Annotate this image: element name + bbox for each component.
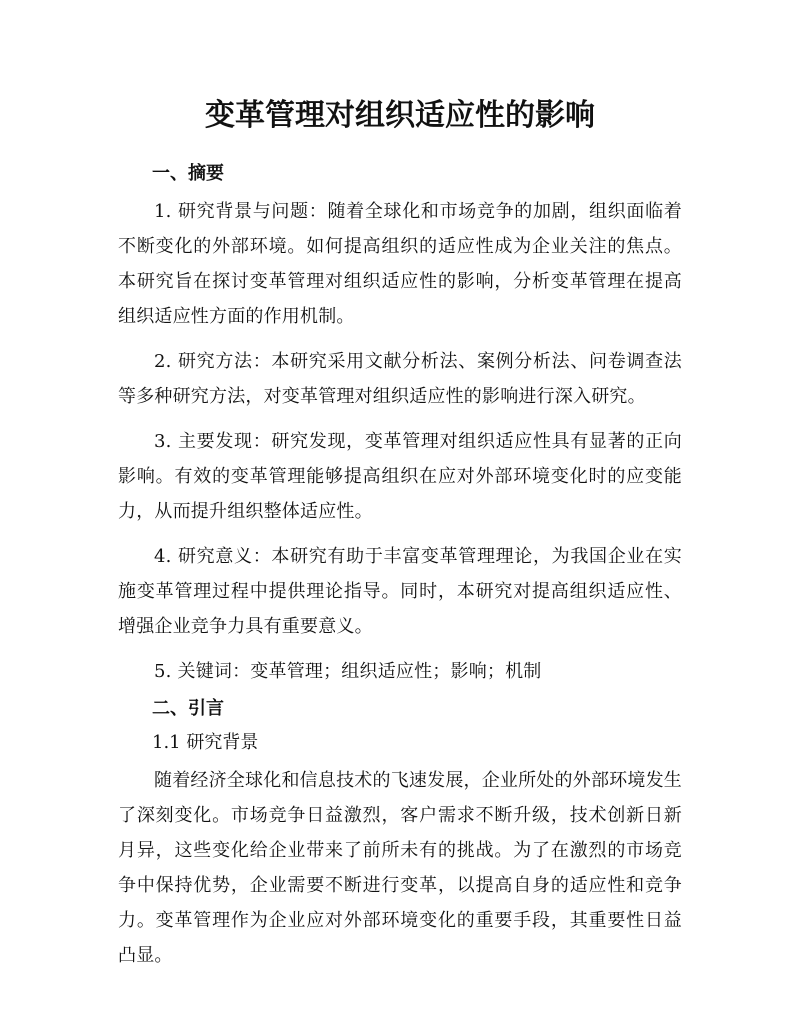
- abstract-paragraph-background: 1. 研究背景与问题：随着全球化和市场竞争的加剧，组织面临着不断变化的外部环境。如何提高组织的适应性成为企业关注的焦点。本研究旨在探讨变革管理对组织适应性的影响，分析变革管理在提高组织适应性方面的作用机制。: [118, 201, 682, 327]
- document-title: 变革管理对组织适应性的影响: [205, 98, 595, 133]
- abstract-paragraph-methods: 2. 研究方法：本研究采用文献分析法、案例分析法、问卷调查法等多种研究方法，对变革管理对组织适应性的影响进行深入研究。: [118, 351, 682, 407]
- subsection-heading-research-background: 1.1 研究背景: [152, 732, 259, 753]
- section-heading-introduction: 二、引言: [152, 698, 224, 719]
- abstract-paragraph-keywords: 5. 关键词：变革管理；组织适应性；影响；机制: [154, 661, 542, 682]
- section-heading-abstract: 一、摘要: [152, 163, 224, 184]
- introduction-paragraph-background: 随着经济全球化和信息技术的飞速发展，企业所处的外部环境发生了深刻变化。市场竞争日益激烈，客户需求不断升级，技术创新日新月异，这些变化给企业带来了前所未有的挑战。为了在激烈的市场竞争中保持优势，企业需要不断进行变革，以提高自身的适应性和竞争力。变革管理作为企业应对外部环境变化的重要手段，其重要性日益凸显。: [118, 770, 682, 966]
- abstract-paragraph-significance: 4. 研究意义：本研究有助于丰富变革管理理论，为我国企业在实施变革管理过程中提供理论指导。同时，本研究对提高组织适应性、增强企业竞争力具有重要意义。: [118, 546, 682, 637]
- abstract-paragraph-findings: 3. 主要发现：研究发现，变革管理对组织适应性具有显著的正向影响。有效的变革管理能够提高组织在应对外部环境变化时的应变能力，从而提升组织整体适应性。: [118, 431, 682, 522]
